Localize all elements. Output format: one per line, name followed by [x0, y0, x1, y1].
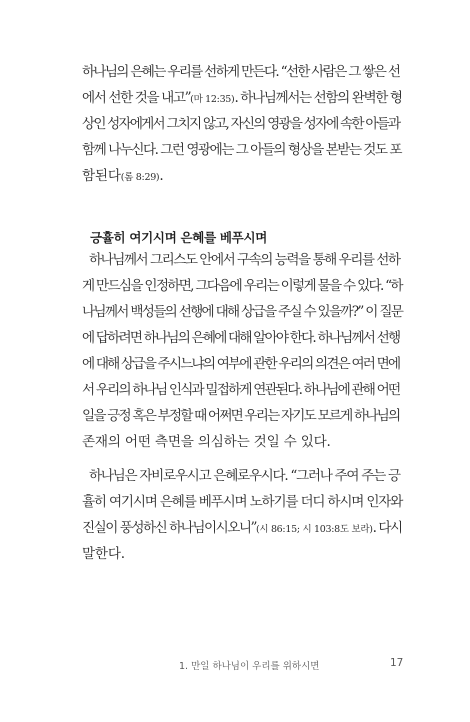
paragraph2-line: 나님께서 백성들의 선행에 대해 상급을 주실 수 있을까?” 이 질문 — [82, 304, 403, 320]
paragraph2-line: 에 대해 상급을 주시느냐의 여부에 관한 우리의 의견은 여러 면에 — [82, 356, 400, 372]
section-heading: 긍휼히 여기시며 은혜를 베푸시며 — [90, 230, 268, 245]
paragraph1-line1: 하나님의 은혜는 우리를 선하게 만든다. “선한 사람은 그 쌓은 선 — [82, 64, 400, 80]
paragraph3-line1: 하나님은 자비로우시고 은혜로우시다. “그러나 주여 주는 긍 — [89, 468, 400, 484]
running-footer-chapter-title: 1. 만일 하나님이 우리를 위하시면 — [179, 661, 320, 672]
scripture-reference: (마 12:35) — [190, 94, 235, 105]
paragraph2-line: 서 우리의 하나님 인식과 밀접하게 연관된다. 하나님에 관해 어떤 — [82, 382, 400, 398]
paragraph2-line: 에 답하려면 하나님의 은혜에 대해 알아야 한다. 하나님께서 선행 — [82, 330, 400, 346]
paragraph2-line: 존재의 어떤 측면을 의심하는 것일 수 있다. — [82, 434, 331, 450]
paragraph3-line3-text: 진실이 풍성하신 하나님이시오니” — [82, 520, 256, 536]
paragraph1-line2 — [82, 92, 402, 106]
paragraph3-line4: 말한다. — [82, 546, 125, 562]
paragraph3-line2: 휼히 여기시며 은혜를 베푸시며 노하기를 더디 하시며 인자와 — [82, 494, 403, 510]
page-number: 17 — [390, 657, 404, 669]
paragraph1-line2-rest: . 하나님께서는 선함의 완벽한 형 — [234, 90, 402, 106]
paragraph3-line3-rest: . 다시 — [372, 520, 402, 536]
paragraph1-line4: 함께 나누신다. 그런 영광에는 그 아들의 형상을 본받는 것도 포 — [82, 142, 401, 158]
paragraph2-line: 일을 긍정 혹은 부정할 때 어쩌면 우리는 자기도 모르게 하나님의 — [82, 408, 400, 424]
paragraph3-line3 — [82, 522, 402, 536]
paragraph1-line5-rest: . — [159, 168, 164, 184]
scripture-reference: (롬 8:29) — [120, 172, 160, 183]
paragraph1-line3: 상인 성자에게서 그치지 않고, 자신의 영광을 성자에 속한 아들과 — [82, 116, 400, 132]
paragraph1-line5 — [82, 170, 163, 184]
paragraph1-line2-text: 에서 선한 것을 내고” — [82, 90, 191, 106]
scripture-reference: (시 86:15; 시 103:8도 보라) — [255, 524, 373, 535]
paragraph2-line: 하나님께서 그리스도 안에서 구속의 능력을 통해 우리를 선하 — [89, 252, 400, 268]
paragraph2-line: 게 만드심을 인정하면, 그다음에 우리는 이렇게 물을 수 있다. “하 — [82, 278, 402, 294]
paragraph1-line5-text: 함된다 — [82, 168, 121, 184]
